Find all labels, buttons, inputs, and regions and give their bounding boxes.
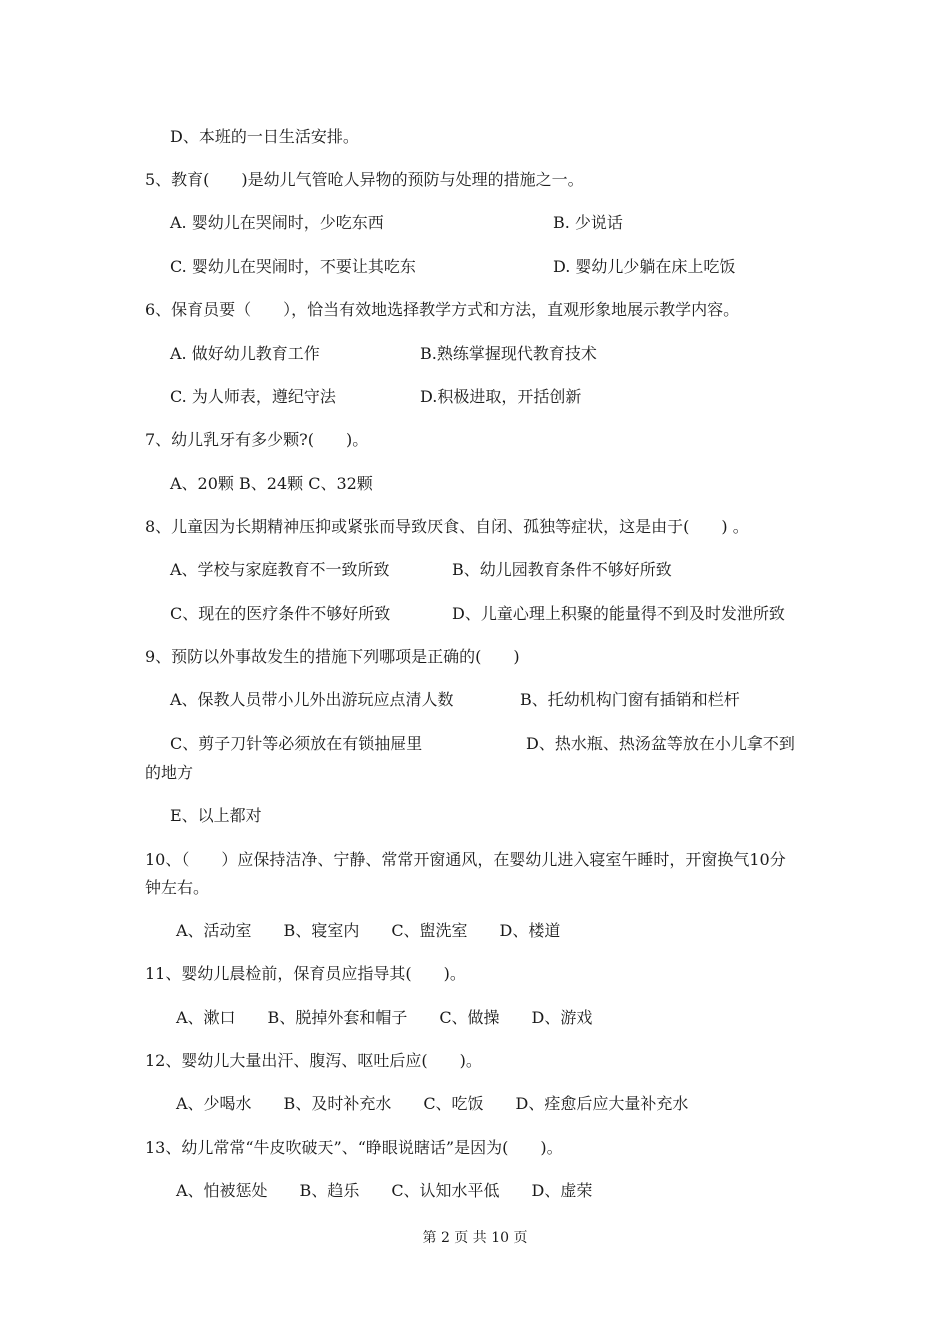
q6-option-d: D.积极进取，开括创新 xyxy=(420,387,582,406)
q10-stem-line1: 10、（ ）应保持洁净、宁静、常常开窗通风，在婴幼儿进入寝室午睡时，开窗换气10分 xyxy=(145,850,786,869)
q5-option-d: D. 婴幼儿少躺在床上吃饭 xyxy=(553,257,736,276)
q7-stem: 7、幼儿乳牙有多少颗?( )。 xyxy=(145,430,369,449)
q8-option-c: C、现在的医疗条件不够好所致 xyxy=(170,604,391,623)
q11-options: A、漱口 B、脱掉外套和帽子 C、做操 D、游戏 xyxy=(176,1008,593,1027)
q9-option-d-continued: 的地方 xyxy=(145,763,194,782)
q12-options: A、少喝水 B、及时补充水 C、吃饭 D、痊愈后应大量补充水 xyxy=(176,1094,689,1113)
q7-options: A、20颗 B、24颗 C、32颗 xyxy=(170,474,373,493)
q6-option-c: C. 为人师表，遵纪守法 xyxy=(170,387,336,406)
q9-option-a: A、保教人员带小儿外出游玩应点清人数 xyxy=(170,690,454,709)
q9-option-c: C、剪子刀针等必须放在有锁抽屉里 xyxy=(170,734,423,753)
q10-stem-line2: 钟左右。 xyxy=(145,878,210,897)
q11-stem: 11、婴幼儿晨检前，保育员应指导其( )。 xyxy=(145,964,466,983)
q13-options: A、怕被惩处 B、趋乐 C、认知水平低 D、虚荣 xyxy=(176,1181,593,1200)
q8-option-b: B、幼儿园教育条件不够好所致 xyxy=(452,560,672,579)
q5-option-b: B. 少说话 xyxy=(553,213,623,232)
q12-stem: 12、婴幼儿大量出汗、腹泻、呕吐后应( )。 xyxy=(145,1051,482,1070)
q10-options: A、活动室 B、寝室内 C、盥洗室 D、楼道 xyxy=(176,921,561,940)
q9-option-b: B、托幼机构门窗有插销和栏杆 xyxy=(520,690,740,709)
q9-stem: 9、预防以外事故发生的措施下列哪项是正确的( ) xyxy=(145,647,520,666)
q8-stem: 8、儿童因为长期精神压抑或紧张而导致厌食、自闭、孤独等症状，这是由于( ) 。 xyxy=(145,517,749,536)
q6-option-b: B.熟练掌握现代教育技术 xyxy=(420,344,597,363)
q6-option-a: A. 做好幼儿教育工作 xyxy=(170,344,320,363)
q4-option-d: D、本班的一日生活安排。 xyxy=(170,127,359,146)
q5-option-c: C. 婴幼儿在哭闹时，不要让其吃东 xyxy=(170,257,416,276)
q9-option-d: D、热水瓶、热汤盆等放在小儿拿不到 xyxy=(526,734,795,753)
q8-option-d: D、儿童心理上积聚的能量得不到及时发泄所致 xyxy=(452,604,785,623)
page-number-footer: 第 2 页 共 10 页 xyxy=(422,1230,528,1246)
q9-option-e: E、以上都对 xyxy=(170,806,262,825)
q5-stem: 5、教育( )是幼儿气管呛人异物的预防与处理的措施之一。 xyxy=(145,170,584,189)
q8-option-a: A、学校与家庭教育不一致所致 xyxy=(170,560,390,579)
q13-stem: 13、幼儿常常“牛皮吹破天”、“睁眼说瞎话”是因为( )。 xyxy=(145,1138,563,1157)
q6-stem: 6、保育员要（ ），恰当有效地选择教学方式和方法，直观形象地展示教学内容。 xyxy=(145,300,740,319)
q5-option-a: A. 婴幼儿在哭闹时，少吃东西 xyxy=(170,213,384,232)
